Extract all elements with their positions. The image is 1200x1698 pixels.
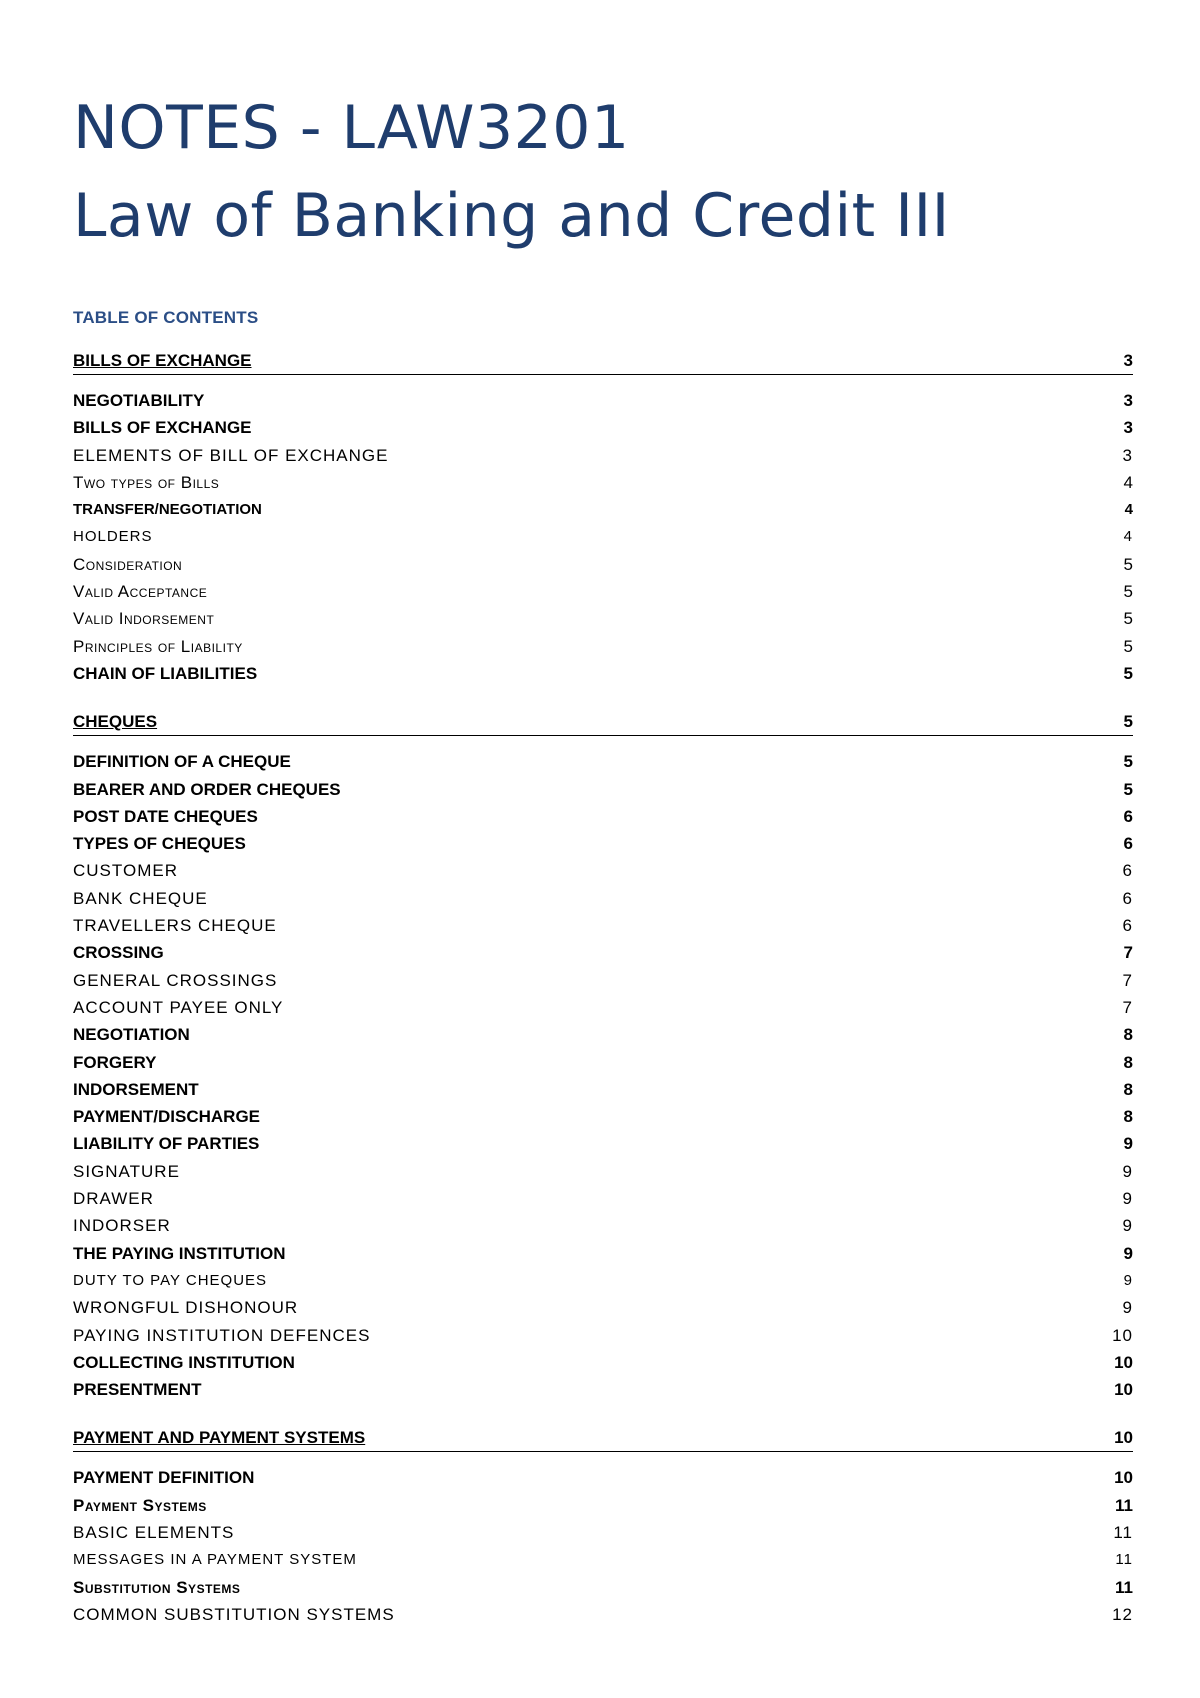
title-line-1: NOTES - LAW3201 xyxy=(73,93,630,163)
toc-entry[interactable] xyxy=(73,1464,1133,1491)
toc-entry[interactable] xyxy=(73,1240,1133,1267)
toc-section-heading[interactable] xyxy=(73,1425,1133,1452)
toc-entry[interactable] xyxy=(73,912,1133,939)
toc-entry-label: BEARER AND ORDER CHEQUES xyxy=(73,779,341,799)
toc-entry[interactable] xyxy=(73,496,1133,523)
toc-entry[interactable] xyxy=(73,1546,1133,1573)
toc-page-number: 4 xyxy=(1124,501,1133,519)
toc-entry-label: PAYMENT AND PAYMENT SYSTEMS xyxy=(73,1428,366,1448)
toc-entry-label: TRAVELLERS CHEQUE xyxy=(73,916,277,936)
toc-entry-label: SIGNATURE xyxy=(73,1161,180,1181)
toc-page-number: 6 xyxy=(1123,834,1133,854)
toc-entry[interactable] xyxy=(73,1601,1133,1628)
toc-entry-label: Principles of Liability xyxy=(73,636,243,656)
toc-entry[interactable] xyxy=(73,994,1133,1021)
table-of-contents xyxy=(73,348,1133,1628)
document-title xyxy=(73,84,1133,260)
toc-entry-label: TRANSFER/NEGOTIATION xyxy=(73,501,262,519)
toc-entry-label: PRESENTMENT xyxy=(73,1380,202,1400)
toc-entry[interactable] xyxy=(73,1376,1133,1403)
toc-entry[interactable] xyxy=(73,967,1133,994)
toc-page-number: 10 xyxy=(1114,1468,1133,1488)
toc-entry[interactable] xyxy=(73,1519,1133,1546)
toc-page-number: 9 xyxy=(1123,1271,1133,1289)
toc-page-number: 5 xyxy=(1123,609,1133,629)
toc-page-number: 9 xyxy=(1122,1161,1133,1181)
toc-entry-label: Substitution Systems xyxy=(73,1577,241,1597)
toc-entry-label: POST DATE CHEQUES xyxy=(73,806,258,826)
toc-entry-label: INDORSER xyxy=(73,1216,171,1236)
toc-entry[interactable] xyxy=(73,1103,1133,1130)
toc-entry-label: DRAWER xyxy=(73,1189,154,1209)
toc-entry-label: ACCOUNT PAYEE ONLY xyxy=(73,997,284,1017)
toc-entry[interactable] xyxy=(73,1076,1133,1103)
toc-entry[interactable] xyxy=(73,387,1133,414)
toc-section-heading[interactable] xyxy=(73,709,1133,736)
toc-page-number: 6 xyxy=(1122,861,1133,881)
toc-page-number: 9 xyxy=(1122,1298,1133,1318)
toc-entry[interactable] xyxy=(73,660,1133,687)
toc-page-number: 10 xyxy=(1114,1352,1133,1372)
toc-entry-label: HOLDERS xyxy=(73,528,153,546)
toc-page-number: 5 xyxy=(1123,636,1133,656)
toc-page-number: 9 xyxy=(1122,1189,1133,1209)
toc-entry-label: BILLS OF EXCHANGE xyxy=(73,418,252,438)
toc-page-number: 11 xyxy=(1115,1551,1133,1569)
toc-page-number: 8 xyxy=(1123,1052,1133,1072)
toc-entry[interactable] xyxy=(73,1049,1133,1076)
toc-page-number: 7 xyxy=(1122,970,1133,990)
toc-entry-label: TYPES OF CHEQUES xyxy=(73,834,246,854)
toc-entry[interactable] xyxy=(73,1294,1133,1321)
toc-entry-label: BASIC ELEMENTS xyxy=(73,1522,235,1542)
toc-entry-label: BILLS OF EXCHANGE xyxy=(73,351,252,370)
toc-page-number: 9 xyxy=(1122,1216,1133,1236)
toc-entry-label: NEGOTIATION xyxy=(73,1025,190,1045)
toc-entry[interactable] xyxy=(73,578,1133,605)
toc-entry[interactable] xyxy=(73,1349,1133,1376)
toc-entry-label: Valid Acceptance xyxy=(73,582,208,602)
toc-entry-label: FORGERY xyxy=(73,1052,157,1072)
toc-page-number: 4 xyxy=(1123,472,1133,492)
toc-entry[interactable] xyxy=(73,1212,1133,1239)
toc-section xyxy=(73,348,1133,687)
toc-page-number: 8 xyxy=(1123,1107,1133,1127)
toc-page-number: 9 xyxy=(1123,1243,1133,1263)
toc-entry[interactable] xyxy=(73,1185,1133,1212)
toc-page-number: 8 xyxy=(1123,1025,1133,1045)
toc-page-number: 5 xyxy=(1123,554,1133,574)
toc-entry[interactable] xyxy=(73,939,1133,966)
toc-page-number: 7 xyxy=(1123,943,1133,963)
toc-entry-label: COMMON SUBSTITUTION SYSTEMS xyxy=(73,1604,395,1624)
toc-page-number: 5 xyxy=(1123,582,1133,602)
toc-entry[interactable] xyxy=(73,885,1133,912)
toc-page-number: 5 xyxy=(1123,663,1133,683)
toc-entry[interactable] xyxy=(73,1322,1133,1349)
toc-page-number: 3 xyxy=(1123,418,1133,438)
toc-page-number: 7 xyxy=(1122,997,1133,1017)
toc-entry[interactable] xyxy=(73,1574,1133,1601)
toc-entry-label: Two types of Bills xyxy=(73,472,220,492)
toc-page-number: 11 xyxy=(1113,1522,1133,1542)
toc-entry[interactable] xyxy=(73,857,1133,884)
toc-page-number: 5 xyxy=(1123,752,1133,772)
toc-page-number: 11 xyxy=(1115,1495,1133,1515)
toc-entry-label: PAYING INSTITUTION DEFENCES xyxy=(73,1325,371,1345)
toc-entry-label: COLLECTING INSTITUTION xyxy=(73,1352,295,1372)
toc-entry[interactable] xyxy=(73,803,1133,830)
toc-entry[interactable] xyxy=(73,830,1133,857)
toc-section xyxy=(73,1425,1133,1628)
toc-entry-label: MESSAGES IN A PAYMENT SYSTEM xyxy=(73,1551,357,1569)
toc-page-number: 6 xyxy=(1122,916,1133,936)
toc-page-number: 3 xyxy=(1123,391,1133,410)
toc-entry-label: LIABILITY OF PARTIES xyxy=(73,1134,260,1154)
toc-page-number: 8 xyxy=(1123,1079,1133,1099)
toc-page-number: 12 xyxy=(1112,1604,1133,1624)
toc-page-number: 3 xyxy=(1123,351,1133,370)
toc-entry[interactable] xyxy=(73,469,1133,496)
document-page xyxy=(73,84,1133,1628)
toc-page-number: 5 xyxy=(1123,712,1133,732)
toc-page-number: 4 xyxy=(1123,528,1133,546)
toc-page-number: 10 xyxy=(1112,1325,1133,1345)
toc-entry[interactable] xyxy=(73,523,1133,550)
toc-page-number: 10 xyxy=(1114,1380,1133,1400)
toc-entry-label: INDORSEMENT xyxy=(73,1079,199,1099)
toc-entry-label: Payment Systems xyxy=(73,1495,207,1515)
toc-entry-label: BANK CHEQUE xyxy=(73,888,208,908)
toc-entry[interactable] xyxy=(73,776,1133,803)
toc-page-number: 10 xyxy=(1114,1428,1133,1448)
toc-entry-label: Valid Indorsement xyxy=(73,609,215,629)
toc-section-heading[interactable] xyxy=(73,348,1133,375)
toc-entry-label: CROSSING xyxy=(73,943,164,963)
toc-page-number: 11 xyxy=(1115,1577,1133,1597)
toc-entry[interactable] xyxy=(73,442,1133,469)
toc-entry-label: PAYMENT DEFINITION xyxy=(73,1468,255,1488)
toc-page-number: 6 xyxy=(1123,806,1133,826)
toc-entry[interactable] xyxy=(73,1267,1133,1294)
toc-entry[interactable] xyxy=(73,1021,1133,1048)
toc-page-number: 9 xyxy=(1123,1134,1133,1154)
toc-page-number: 6 xyxy=(1122,888,1133,908)
toc-entry-label: Consideration xyxy=(73,554,183,574)
toc-entry-label: DEFINITION OF A CHEQUE xyxy=(73,752,291,772)
title-line-2: Law of Banking and Credit III xyxy=(73,181,950,251)
toc-entry-label: PAYMENT/DISCHARGE xyxy=(73,1107,261,1127)
toc-entry-label: THE PAYING INSTITUTION xyxy=(73,1243,286,1263)
toc-entry-label: NEGOTIABILITY xyxy=(73,391,205,410)
toc-section xyxy=(73,709,1133,1403)
toc-entry[interactable] xyxy=(73,551,1133,578)
toc-heading: TABLE OF CONTENTS xyxy=(73,308,259,327)
toc-page-number: 5 xyxy=(1123,779,1133,799)
toc-entry[interactable] xyxy=(73,414,1133,441)
toc-entry-label: ELEMENTS OF BILL OF EXCHANGE xyxy=(73,445,389,465)
toc-page-number: 3 xyxy=(1122,445,1133,465)
toc-entry[interactable] xyxy=(73,1492,1133,1519)
toc-entry[interactable] xyxy=(73,633,1133,660)
toc-entry-label: WRONGFUL DISHONOUR xyxy=(73,1298,299,1318)
toc-entry-label: GENERAL CROSSINGS xyxy=(73,970,278,990)
toc-entry-label: DUTY TO PAY CHEQUES xyxy=(73,1271,268,1289)
toc-entry-label: CHEQUES xyxy=(73,712,158,732)
toc-entry[interactable] xyxy=(73,1130,1133,1157)
toc-entry[interactable] xyxy=(73,1158,1133,1185)
toc-entry-label: CUSTOMER xyxy=(73,861,178,881)
toc-entry[interactable] xyxy=(73,605,1133,632)
toc-entry[interactable] xyxy=(73,748,1133,775)
toc-entry-label: CHAIN OF LIABILITIES xyxy=(73,663,258,683)
